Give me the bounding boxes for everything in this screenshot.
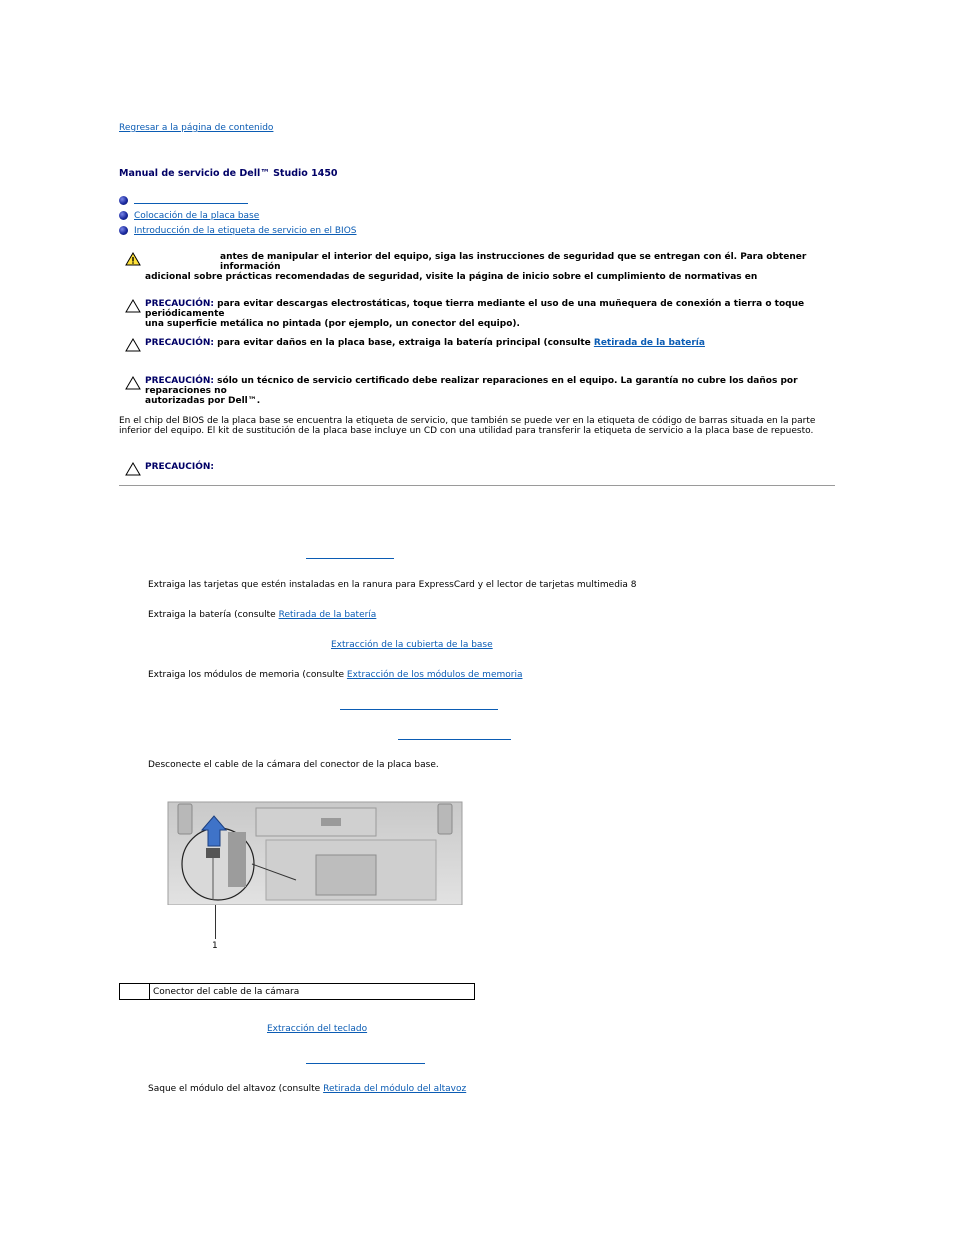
step-remove-speaker-text: Saque el módulo del altavoz (consulte bbox=[148, 1084, 321, 1094]
step-remove-memory bbox=[148, 670, 522, 680]
bullet-icon bbox=[119, 211, 128, 220]
base-cover-removal-link[interactable]: Extracción de la cubierta de la base bbox=[331, 640, 493, 650]
section-divider bbox=[119, 485, 835, 486]
body-line-2: inferior del equipo. El kit de sustitución de la placa base incluye un CD con una utilidad para transferir la etiqueta de servicio a la placa base de repuesto. bbox=[119, 426, 814, 436]
caution-label: PRECAUCIÓN: bbox=[145, 462, 215, 472]
caution-1-line-2: una superficie metálica no pintada (por ejemplo, un conector del equipo). bbox=[145, 319, 520, 329]
caution-label: PRECAUCIÓN: bbox=[145, 299, 215, 309]
caution-notice-3 bbox=[124, 376, 834, 406]
body-paragraph bbox=[119, 416, 829, 436]
caution-triangle-icon bbox=[124, 338, 142, 352]
step-disconnect-camera: Desconecte el cable de la cámara del conector de la placa base. bbox=[148, 760, 439, 770]
caution-3-line-1: sólo un técnico de servicio certificado debe realizar reparaciones en el equipo. La garantía no cubre los daños por reparaciones no bbox=[145, 376, 798, 396]
caution-triangle-icon bbox=[124, 299, 142, 313]
caution-notice-4 bbox=[124, 462, 834, 476]
warning-notice bbox=[124, 252, 834, 282]
step-remove-battery-text: Extraiga la batería (consulte bbox=[148, 610, 276, 620]
caution-3-line-2: autorizadas por Dell™. bbox=[145, 396, 261, 406]
bullet-icon bbox=[119, 196, 128, 205]
callout-table bbox=[119, 983, 475, 1000]
toc-link-replace-board[interactable]: Colocación de la placa base bbox=[134, 210, 260, 221]
caution-1-line-1: para evitar descargas electrostáticas, toque tierra mediante el uso de una muñequera de conexión a tierra o toque periódicamente bbox=[145, 299, 805, 319]
step-remove-memory-text: Extraiga los módulos de memoria (consulte bbox=[148, 670, 345, 680]
caution-triangle-icon bbox=[124, 462, 142, 476]
battery-removal-link[interactable]: Retirada de la batería bbox=[278, 610, 377, 620]
callout-leader-line bbox=[215, 905, 216, 939]
toc-list bbox=[119, 193, 357, 238]
speaker-removal-link[interactable]: Retirada del módulo del altavoz bbox=[323, 1084, 467, 1094]
toc-item bbox=[119, 223, 357, 238]
memory-removal-link[interactable]: Extracción de los módulos de memoria bbox=[346, 670, 523, 680]
battery-removal-link[interactable]: Retirada de la batería bbox=[593, 338, 705, 348]
camera-connector-figure bbox=[166, 800, 464, 905]
warning-line-1: antes de manipular el interior del equipo, siga las instrucciones de seguridad que se entregan con él. Para obtener información bbox=[220, 252, 807, 272]
back-to-contents-link[interactable]: Regresar a la página de contenido bbox=[119, 123, 274, 133]
empty-link-underline[interactable] bbox=[306, 1063, 425, 1064]
caution-triangle-icon bbox=[124, 376, 142, 390]
manual-title: Manual de servicio de Dell™ Studio 1450 bbox=[119, 168, 338, 179]
keyboard-removal-link[interactable]: Extracción del teclado bbox=[267, 1024, 368, 1034]
body-line-1: En el chip del BIOS de la placa base se encuentra la etiqueta de servicio, que también se puede ver en la etiqueta de código de barras situada en la parte bbox=[119, 416, 816, 426]
caution-notice-1 bbox=[124, 299, 834, 329]
toc-link-empty[interactable] bbox=[134, 202, 248, 204]
warning-line-2: adicional sobre prácticas recomendadas de seguridad, visite la página de inicio sobre el cumplimiento de normativas en bbox=[145, 272, 758, 282]
caution-label: PRECAUCIÓN: bbox=[145, 376, 215, 386]
callout-cell-number bbox=[120, 984, 150, 1000]
empty-link-underline[interactable] bbox=[398, 739, 511, 740]
caution-label: PRECAUCIÓN: bbox=[145, 338, 215, 348]
empty-link-underline[interactable] bbox=[306, 558, 394, 559]
toc-item bbox=[119, 208, 357, 223]
step-remove-battery bbox=[148, 610, 376, 620]
bullet-icon bbox=[119, 226, 128, 235]
step-remove-speaker bbox=[148, 1084, 466, 1094]
toc-link-bios-service-tag[interactable]: Introducción de la etiqueta de servicio en el BIOS bbox=[134, 225, 357, 236]
callout-cell-description: Conector del cable de la cámara bbox=[150, 984, 475, 1000]
caution-notice-2 bbox=[124, 338, 834, 352]
step-remove-cards: Extraiga las tarjetas que estén instaladas en la ranura para ExpressCard y el lector de tarjetas multimedia 8 bbox=[148, 580, 637, 590]
callout-number: 1 bbox=[212, 941, 218, 951]
table-row bbox=[120, 984, 475, 1000]
toc-item bbox=[119, 193, 357, 208]
empty-link-underline[interactable] bbox=[340, 709, 498, 710]
caution-2-text: para evitar daños en la placa base, extraiga la batería principal (consulte bbox=[217, 338, 591, 348]
